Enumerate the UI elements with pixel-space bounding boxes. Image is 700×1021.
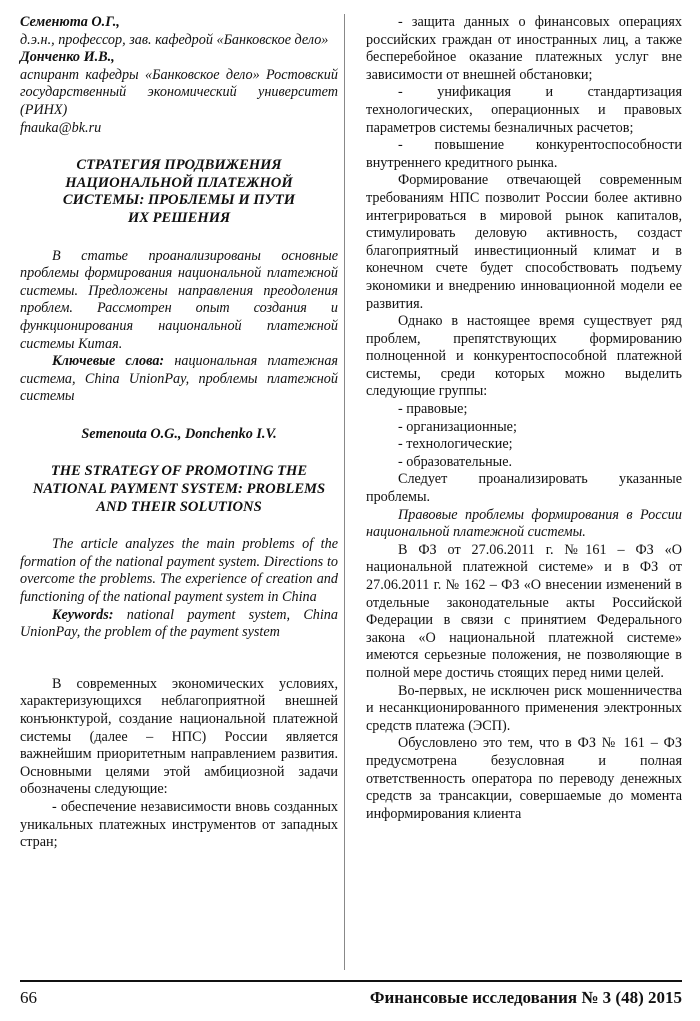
author-email: fnauka@bk.ru [20,119,102,136]
article-title-en: THE STRATEGY OF PROMOTING THE NATIONAL PAYMENT SYSTEM: PROBLEMS AND THEIR SOLUTIONS [32,463,326,515]
keywords-en [20,607,338,642]
journal-title: Финансовые исследования № 3 (48) 2015 [369,988,682,1007]
author2-name: Донченко И.В., [20,49,115,66]
abstract-ru: В статье проанализированы основные проблемы формирования национальной платежной системы. Предложены направления преодоления проблем. Рассмотрен опыт создания и функционирования национальной платежной системы Китая. [20,247,338,352]
keywords-en-text: national payment system, China UnionPay, the problem of the payment system [20,606,338,641]
column-divider [344,14,345,970]
body-paragraph: Обусловлено это тем, что в ФЗ № 161 – ФЗ предусмотрена безусловная и полная ответственность оператора по переводу денежных средств за трансакции, совершаемые до момента информирования клиента [366,735,682,822]
page-number: 66 [20,988,37,1007]
list-item: - организационные; [398,418,517,435]
body-paragraph: - обеспечение независимости вновь созданных уникальных платежных инструментов от западных стран; [20,798,338,851]
keywords-ru [20,353,338,406]
body-paragraph: - защита данных о финансовых операциях российских граждан от иностранных лиц, а также бесперебойное оказание платежных услуг вне зависимости от внешней обстановки; [366,14,682,83]
body-paragraph: - унификация и стандартизация технологических, операционных и правовых параметров системы безналичных расчетов; [366,84,682,136]
article-title-ru: СТРАТЕГИЯ ПРОДВИЖЕНИЯ НАЦИОНАЛЬНОЙ ПЛАТЕЖНОЙ СИСТЕМЫ: ПРОБЛЕМЫ И ПУТИ ИХ РЕШЕНИЯ [62,157,296,226]
footer-rule [20,980,682,982]
body-paragraph: - повышение конкурентоспособности внутреннего кредитного рынка. [366,137,682,171]
abstract-en: The article analyzes the main problems of the formation of the national payment system. Directions to overcome the problems. The experience of creation and functioning of the national payment system in China [20,536,338,606]
keywords-ru-label: Ключевые слова: [52,353,165,370]
body-paragraph: Однако в настоящее время существует ряд проблем, препятствующих формированию полноценной и конкурентоспособной платежной системы, среди которых можно выделить следующие группы: [366,313,682,400]
body-paragraph: Следует проанализировать указанные проблемы. [366,471,682,506]
author1-info: д.э.н., профессор, зав. кафедрой «Банковское дело» [20,31,329,48]
authors-en: Semenouta O.G., Donchenko I.V. [81,425,277,442]
body-paragraph: В ФЗ от 27.06.2011 г. №161 – ФЗ «О национальной платежной системе» и в ФЗ от 27.06.2011 г. № 162 – ФЗ «О внесении изменений в отдельные законодательные акты Российской Федерации в связи с принятием Федерального закона «О национальной платежной системе» имеются серьезные положения, не позволяющие в полной мере достичь стоящих перед ними целей. [366,541,682,681]
keywords-en-label: Keywords: [52,606,114,623]
author2-info: аспирант кафедры «Банковское дело» Ростовский государственный экономический университет (РИНХ) [20,66,338,118]
list-item: - образовательные. [398,453,513,470]
keywords-ru-text: национальная платежная система, China UnionPay, проблемы платежной системы [20,353,339,405]
body-paragraph: В современных экономических условиях, характеризующихся неблагоприятной внешней конъюнктурой, создание национальной платежной системы (далее – НПС) России является важнейшим приоритетным направлением развития. Основными целями этой амбициозной задачи обозначены следующие: [20,675,338,798]
list-item: - технологические; [398,436,513,453]
author1-name: Семенюта О.Г., [20,14,120,30]
body-paragraph: Во-первых, не исключен риск мошенничества и несанкционированного применения электронных средств платежа (ЭСП). [366,682,682,734]
body-paragraph: Формирование отвечающей современным требованиям НПС позволит России более активно интегрироваться в мировой рынок капиталов, стимулировать деловую активность, создаст благоприятный инвестиционный климат и в конечном счете будет способствовать подъему экономики и внедрению инновационной модели ее развития. [366,172,682,312]
section-heading: Правовые проблемы формирования в России национальной платежной системы. [366,506,682,541]
list-item: - правовые; [398,401,468,418]
left-column [20,14,338,852]
right-column [366,14,682,823]
